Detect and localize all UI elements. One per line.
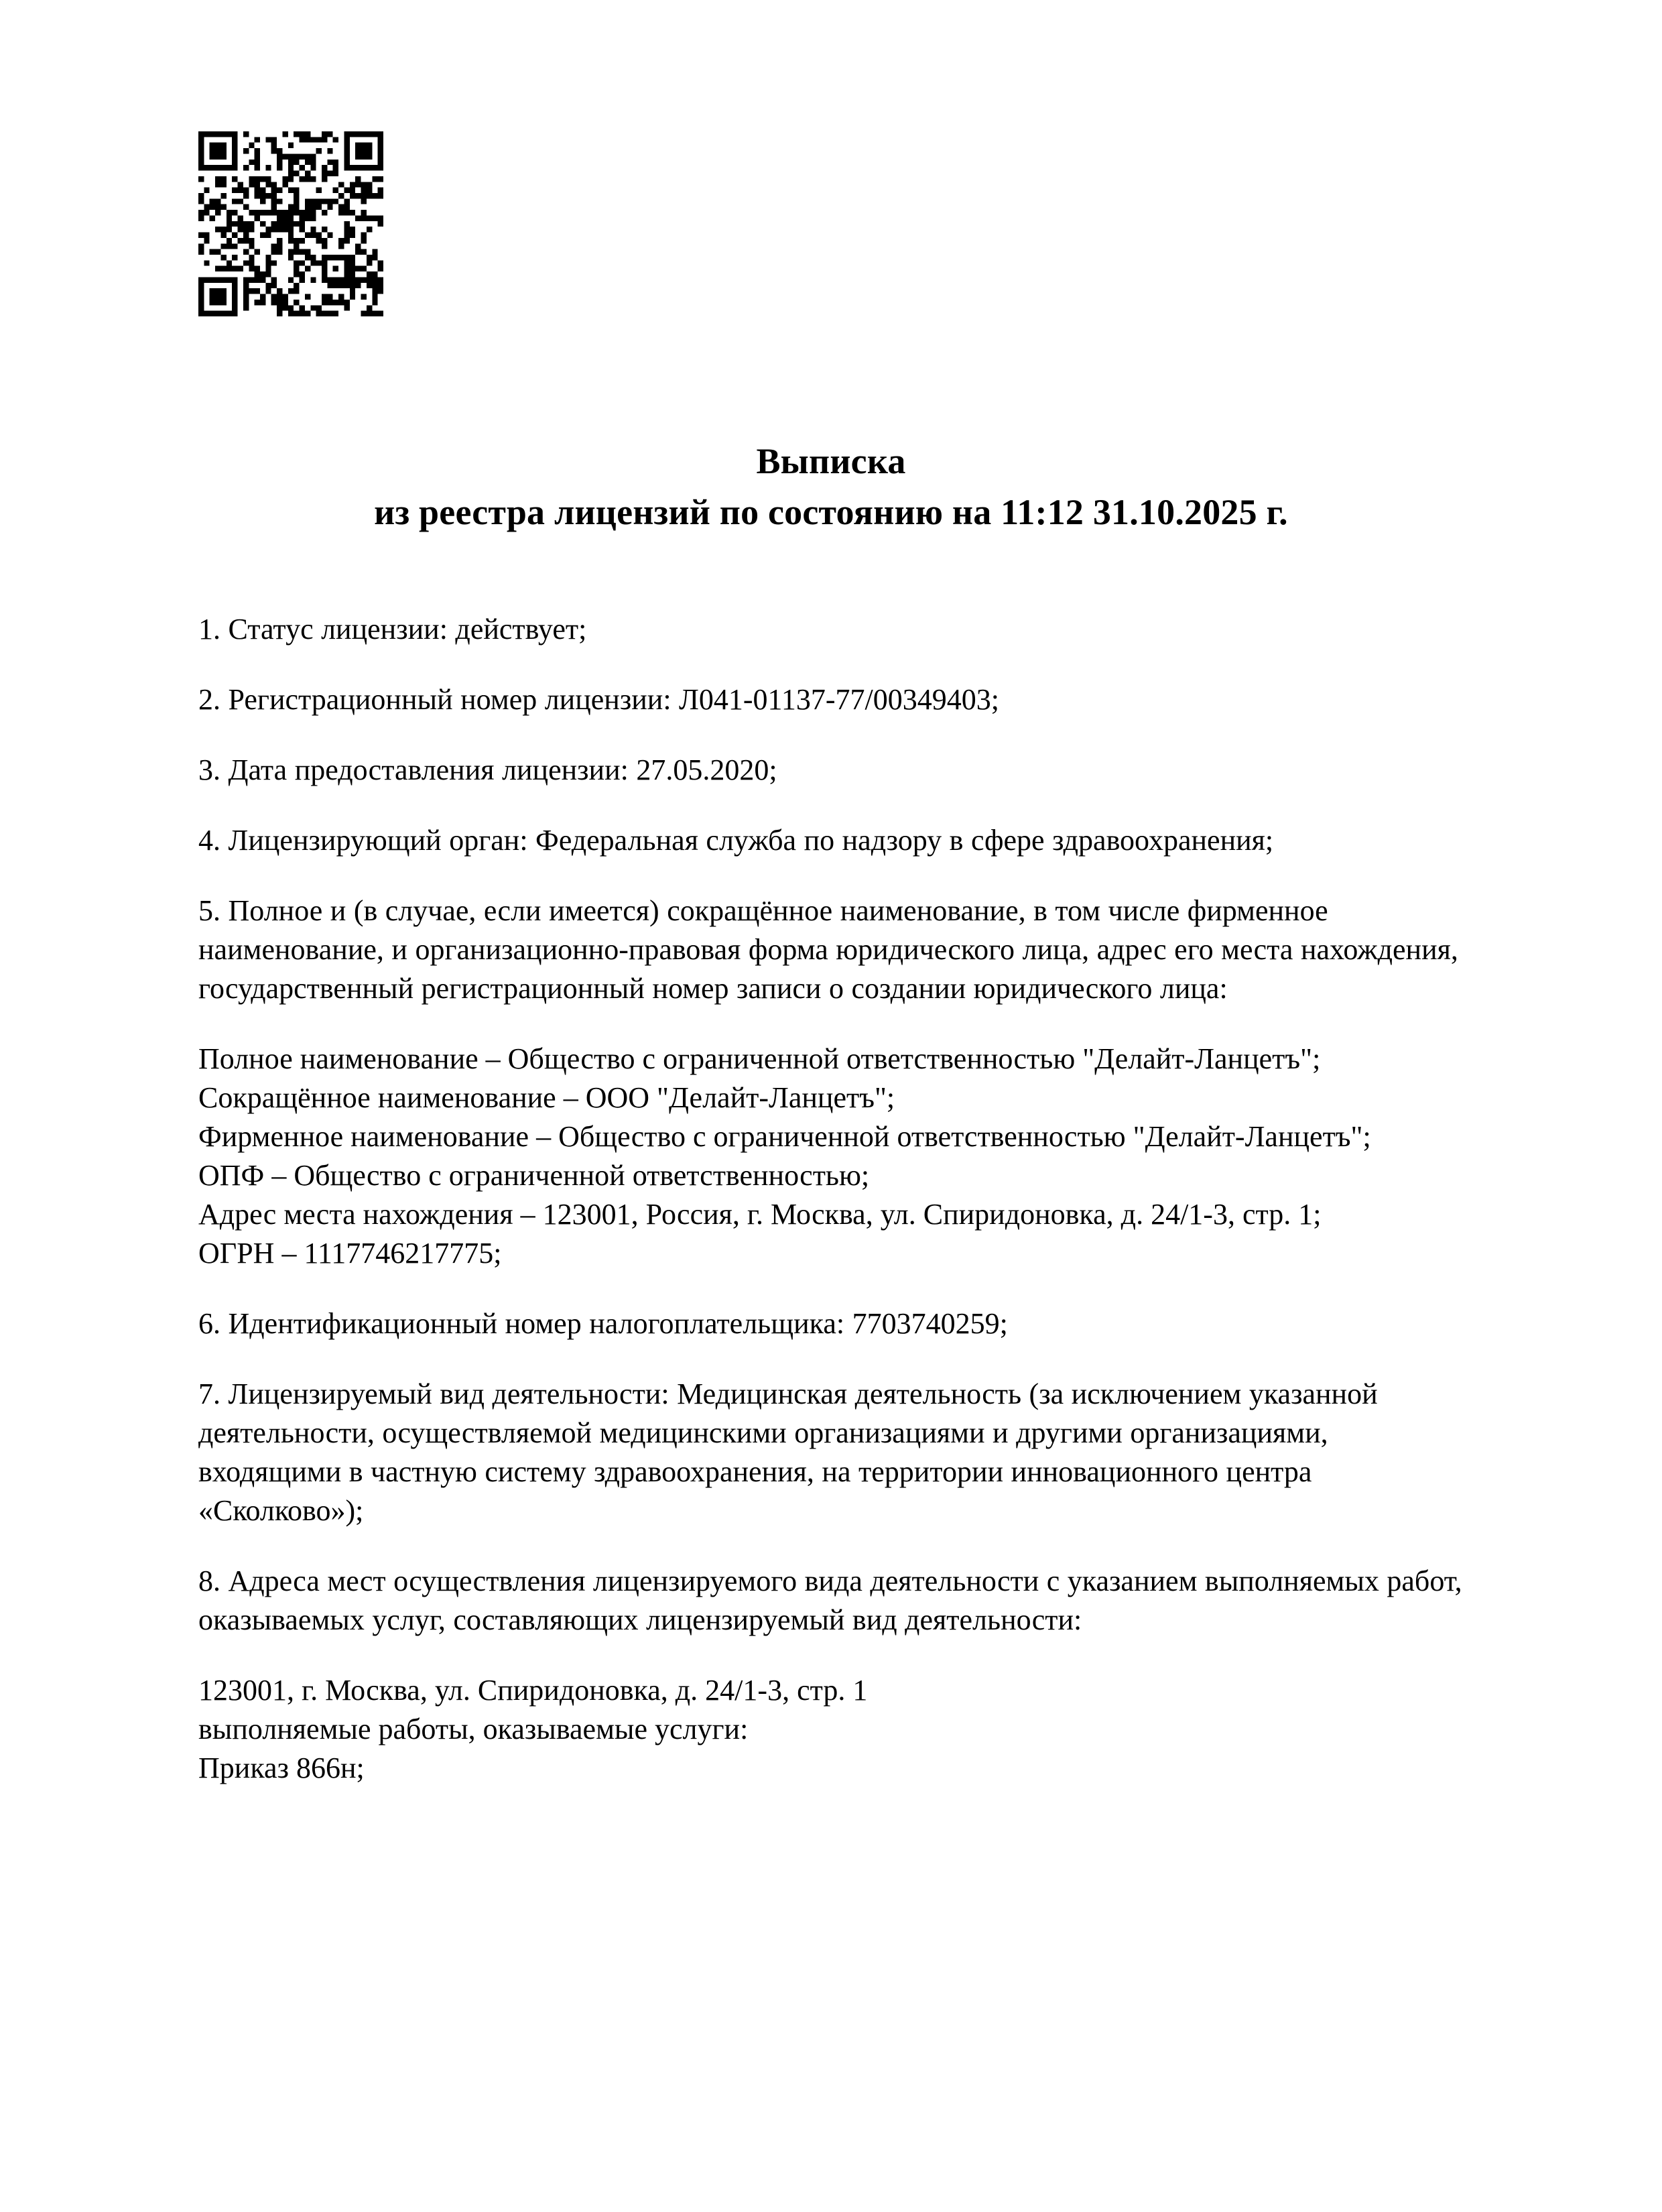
page-title-line-2: из реестра лицензий по состоянию на 11:12 31.10.2025 г. <box>374 492 1288 532</box>
taxpayer-identification-number: 6. Идентификационный номер налогоплательщика: 7703740259; <box>198 1307 1008 1340</box>
entity-address: Адрес места нахождения – 123001, Россия, г. Москва, ул. Спиридоновка, д. 24/1-3, стр. 1; <box>198 1198 1322 1231</box>
licensed-activity-type: 7. Лицензируемый вид деятельности: Медицинская деятельность (за исключением указанной деятельности, осуществляемой медицинскими организациями и другими организациями, входящими в частную систему здравоохранения, на территории инновационного центра «Сколково»); <box>198 1377 1378 1527</box>
licensing-authority: 4. Лицензирующий орган: Федеральная служба по надзору в сфере здравоохранения; <box>198 824 1274 857</box>
entity-legal-form: ОПФ – Общество с ограниченной ответственностью; <box>198 1159 870 1192</box>
page-title <box>0 436 1662 538</box>
entity-ogrn: ОГРН – 1117746217775; <box>198 1237 502 1270</box>
activity-addresses-heading: 8. Адреса мест осуществления лицензируемого вида деятельности с указанием выполняемых работ, оказываемых услуг, составляющих лицензируемый вид деятельности: <box>198 1564 1462 1636</box>
entity-names-heading: 5. Полное и (в случае, если имеется) сокращённое наименование, в том числе фирменное наименование, и организационно-правовая форма юридического лица, адрес его места нахождения, государственный регистрационный номер записи о создании юридического лица: <box>198 894 1458 1005</box>
license-status: 1. Статус лицензии: действует; <box>198 613 587 646</box>
activity-address-line: 123001, г. Москва, ул. Спиридоновка, д. 24/1-3, стр. 1 <box>198 1674 868 1707</box>
entity-details-block <box>198 1040 1472 1273</box>
page-title-line-1: Выписка <box>756 441 906 481</box>
license-issue-date: 3. Дата предоставления лицензии: 27.05.2020; <box>198 753 777 786</box>
activity-order-reference: Приказ 866н; <box>198 1752 365 1784</box>
license-registration-number: 2. Регистрационный номер лицензии: Л041-01137-77/00349403; <box>198 683 1000 716</box>
document-body <box>198 610 1472 1819</box>
entity-full-name: Полное наименование – Общество с ограниченной ответственностью "Делайт-Ланцетъ"; <box>198 1042 1321 1075</box>
activity-address-block <box>198 1671 1472 1788</box>
activity-works-label: выполняемые работы, оказываемые услуги: <box>198 1713 749 1745</box>
entity-brand-name: Фирменное наименование – Общество с ограниченной ответственностью "Делайт-Ланцетъ"; <box>198 1120 1371 1153</box>
entity-short-name: Сокращённое наименование – ООО "Делайт-Ланцетъ"; <box>198 1081 895 1114</box>
qr-code-canvas <box>198 131 383 316</box>
qr-code-icon <box>198 131 383 316</box>
